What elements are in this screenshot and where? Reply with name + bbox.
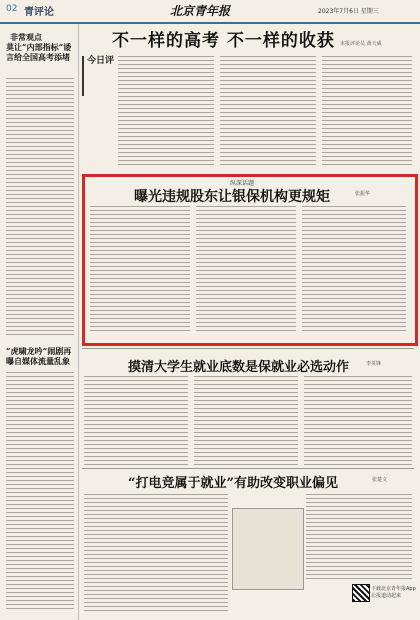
paper-name: 北京青年报	[170, 4, 231, 18]
section-title: 青评论	[24, 7, 54, 18]
box-body-col-3	[302, 206, 406, 334]
left-article-body-1	[6, 78, 74, 336]
column-tag-text: 今日评	[87, 56, 115, 66]
left-article-title-2[interactable]: “虎啸龙吟”闹剧再曝自媒体流量乱象	[6, 346, 72, 366]
issue-date: 2023年7月6日 星期三	[318, 8, 379, 15]
box-kicker: 纵深话题	[230, 180, 255, 187]
qr-code-icon[interactable]	[352, 584, 370, 602]
lead-story-title[interactable]: 不一样的高考 不一样的收获	[112, 31, 335, 51]
divider-2	[82, 468, 414, 469]
box-article-author: 张振华	[355, 191, 371, 197]
box-body-col-1	[90, 206, 190, 334]
fourth-article-author: 张楚文	[372, 477, 388, 483]
lead-body-col-3	[322, 56, 412, 168]
cartoon-illustration	[232, 508, 304, 590]
fourth-body-col-2	[306, 494, 412, 580]
left-article-body-2	[6, 372, 74, 612]
lead-body-col-2	[220, 56, 316, 168]
box-article-title[interactable]: 曝光违规股东让银保机构更规矩	[134, 189, 330, 205]
column-tag	[82, 56, 114, 96]
left-kicker: 非常观点	[10, 32, 42, 42]
qr-promo-line-2: 让报道动起来	[371, 593, 402, 599]
qr-promo-line-1: 下载北京青年报App	[371, 586, 416, 592]
left-article-title-1[interactable]: 莫让“内部指标”诿言给全国高考添堵	[6, 42, 72, 62]
third-body-col-3	[304, 376, 412, 466]
page-number: 02	[6, 4, 18, 14]
fourth-article-title[interactable]: “打电竞属于就业”有助改变职业偏见	[128, 476, 338, 491]
third-body-col-1	[84, 376, 188, 466]
qr-promo	[371, 586, 416, 600]
fourth-body-col-1	[84, 494, 228, 612]
box-body-col-2	[196, 206, 296, 334]
third-article-title[interactable]: 摸清大学生就业底数是保就业必选动作	[128, 360, 350, 375]
lead-story-byline: 本报评论员 黄天威	[340, 41, 382, 47]
third-body-col-2	[194, 376, 298, 466]
third-article-author: 李英锋	[366, 361, 382, 367]
masthead	[0, 0, 420, 24]
divider-1	[82, 348, 414, 349]
lead-body-col-1	[118, 56, 214, 168]
